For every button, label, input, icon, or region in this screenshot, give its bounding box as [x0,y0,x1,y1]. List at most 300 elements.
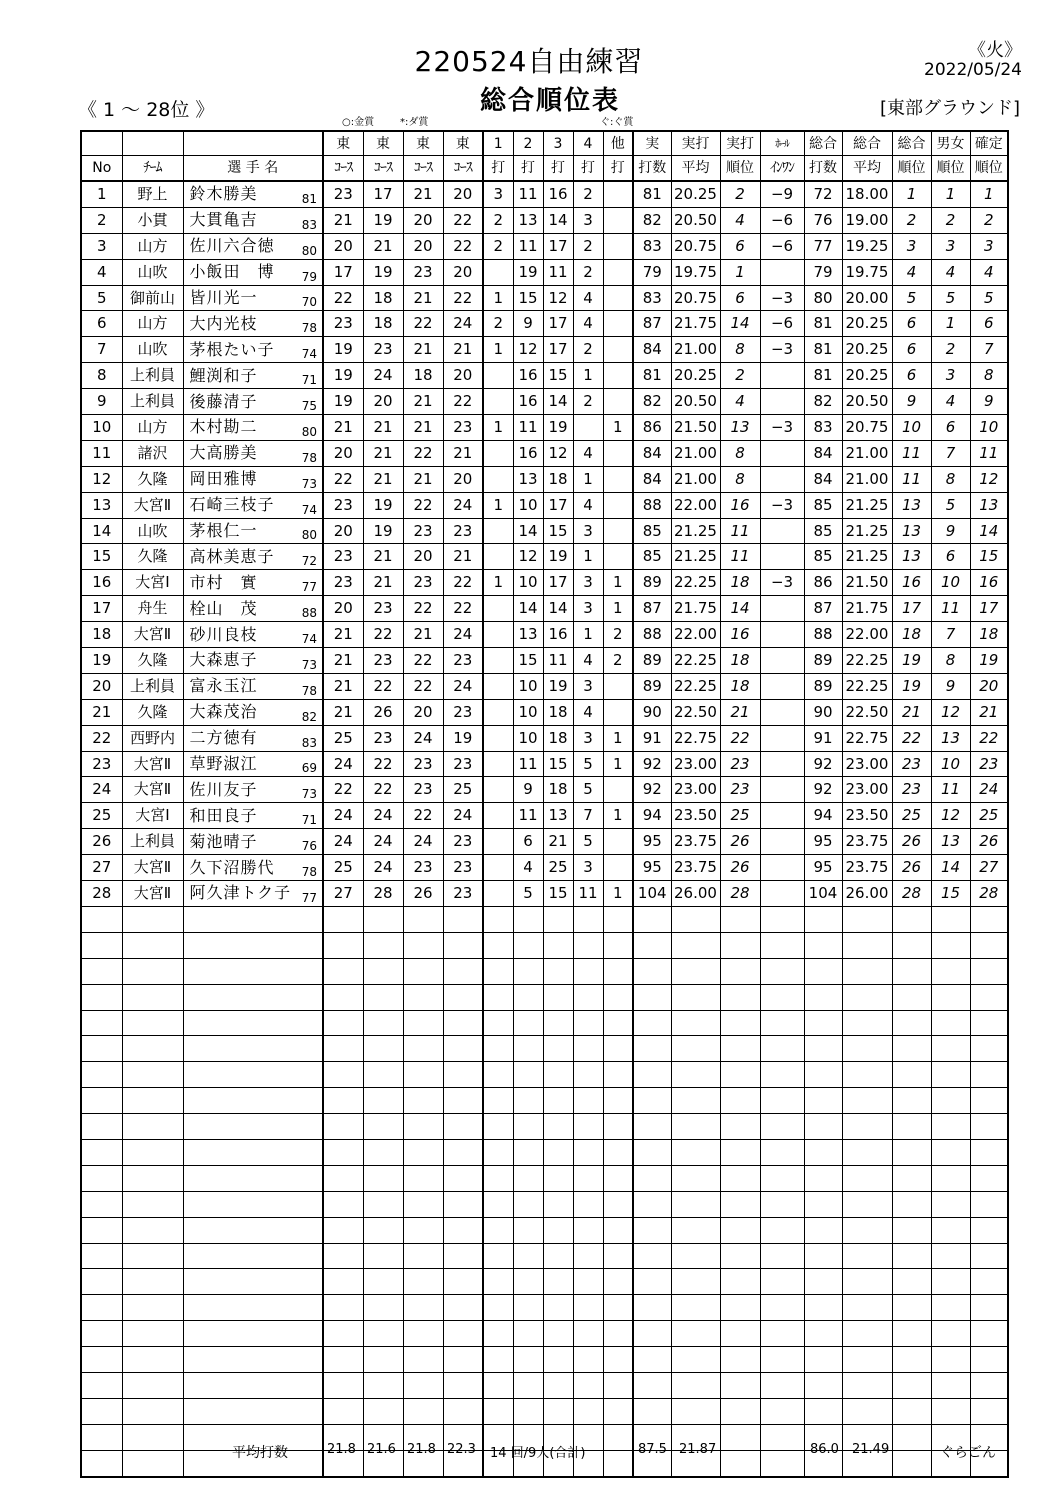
cell-hole-in-one [760,544,804,570]
empty-cell [804,1398,842,1424]
cell-hole-in1 [483,440,513,466]
cell-course4: 23 [443,881,483,907]
cell-hole-in3: 12 [543,285,573,311]
empty-cell [513,1114,543,1140]
cell-player-name [183,751,323,777]
footer-tavg-avg: 21.49 [852,1442,890,1457]
empty-cell [443,1217,483,1243]
cell-gender-rank: 13 [931,725,970,751]
cell-total-score: 92 [804,751,842,777]
cell-course2: 21 [363,570,403,596]
cell-hole-in4: 1 [573,544,603,570]
empty-cell [760,1010,804,1036]
cell-total-score: 94 [804,803,842,829]
empty-cell [573,1347,603,1373]
header-course4-top: 東 [443,131,483,156]
footer-score-avg: 87.5 [638,1442,667,1457]
cell-score-rank: 25 [720,803,760,829]
empty-cell [671,1036,720,1062]
empty-cell [970,1062,1008,1088]
cell-no: 7 [81,337,122,363]
empty-cell [122,1139,183,1165]
empty-cell [603,932,633,958]
cell-total-rank: 11 [892,466,931,492]
cell-score-rank: 8 [720,337,760,363]
empty-cell [122,1036,183,1062]
player-age: 70 [301,295,317,310]
player-name-text: 高林美恵子 [189,546,275,566]
empty-cell [323,1062,363,1088]
empty-cell [804,1269,842,1295]
cell-total-avg: 21.50 [842,570,892,596]
cell-course2: 21 [363,544,403,570]
player-name-text: 砂川良枝 [189,624,258,644]
cell-score-rank: 2 [720,181,760,207]
header-total-rank-bottom: 順位 [892,156,931,182]
cell-total-score: 89 [804,648,842,674]
cell-hole-other: 1 [603,596,633,622]
empty-cell [363,1372,403,1398]
empty-cell [671,1217,720,1243]
cell-total-score: 89 [804,673,842,699]
empty-cell [633,1165,671,1191]
footer-course4-avg: 22.3 [447,1442,476,1457]
cell-no: 14 [81,518,122,544]
empty-cell [842,958,892,984]
header-course2-top: 東 [363,131,403,156]
empty-cell [513,1036,543,1062]
empty-cell [720,1036,760,1062]
table-row [81,233,1008,259]
cell-score-avg: 21.75 [671,311,720,337]
empty-cell [892,1191,931,1217]
cell-score-rank: 18 [720,648,760,674]
empty-cell [363,932,403,958]
cell-hole-in1 [483,673,513,699]
empty-cell [970,906,1008,932]
table-row [81,881,1008,907]
footer-total-avg: 86.0 [810,1442,839,1457]
cell-score-avg: 19.75 [671,259,720,285]
cell-team: 舟生 [122,596,183,622]
cell-final-rank: 21 [970,699,1008,725]
cell-course4: 23 [443,829,483,855]
empty-cell [483,1088,513,1114]
cell-score: 90 [633,699,671,725]
header-hole-in4-top: 4 [573,131,603,156]
empty-cell [842,1010,892,1036]
cell-hole-in-one [760,648,804,674]
cell-course2: 21 [363,233,403,259]
cell-team: 久隆 [122,699,183,725]
cell-total-avg: 22.50 [842,699,892,725]
empty-cell [81,932,122,958]
empty-cell [842,1321,892,1347]
cell-total-rank: 6 [892,363,931,389]
cell-total-score: 81 [804,311,842,337]
empty-cell [81,1191,122,1217]
player-name-text: 鯉渕和子 [189,365,258,385]
empty-cell [443,958,483,984]
empty-cell [122,1372,183,1398]
empty-cell [183,1139,323,1165]
cell-hole-in-one [760,829,804,855]
cell-score-avg: 20.25 [671,181,720,207]
cell-score: 83 [633,285,671,311]
empty-cell [931,958,970,984]
empty-cell [363,1062,403,1088]
cell-player-name [183,803,323,829]
cell-hole-in3: 14 [543,596,573,622]
cell-total-rank: 28 [892,881,931,907]
cell-course2: 17 [363,181,403,207]
empty-cell [403,1191,443,1217]
empty-cell [892,1036,931,1062]
player-name-text: 大内光枝 [189,313,258,333]
empty-cell [122,1165,183,1191]
cell-score-avg: 21.00 [671,440,720,466]
cell-course1: 23 [323,492,363,518]
cell-total-avg: 19.00 [842,207,892,233]
empty-cell [892,1450,931,1476]
cell-no: 4 [81,259,122,285]
cell-hole-in-one [760,622,804,648]
empty-cell [323,1347,363,1373]
cell-hole-in3: 13 [543,803,573,829]
cell-hole-in4: 4 [573,311,603,337]
empty-cell [633,1217,671,1243]
cell-hole-in1 [483,829,513,855]
cell-hole-in1: 2 [483,311,513,337]
empty-cell [720,1114,760,1140]
empty-cell [483,1347,513,1373]
cell-score: 89 [633,673,671,699]
cell-total-rank: 2 [892,207,931,233]
cell-course1: 24 [323,803,363,829]
empty-cell [603,984,633,1010]
player-age: 83 [301,217,317,232]
cell-course1: 21 [323,673,363,699]
cell-hole-other: 1 [603,415,633,441]
empty-cell [970,1139,1008,1165]
cell-hole-in3: 19 [543,673,573,699]
cell-score-rank: 21 [720,699,760,725]
empty-cell [363,958,403,984]
cell-total-avg: 20.25 [842,363,892,389]
cell-score-rank: 28 [720,881,760,907]
player-age: 77 [301,580,317,595]
cell-team: 野上 [122,181,183,207]
cell-score-avg: 23.75 [671,855,720,881]
header-hole-in4-bottom: 打 [573,156,603,182]
player-name-text: 鈴木勝美 [189,184,258,204]
empty-cell [760,1088,804,1114]
cell-course3: 21 [403,389,443,415]
empty-cell [363,1217,403,1243]
cell-total-avg: 20.00 [842,285,892,311]
cell-score: 81 [633,181,671,207]
page-title: 220524自由練習 [414,45,644,78]
cell-total-avg: 22.00 [842,622,892,648]
cell-hole-other [603,363,633,389]
empty-cell [892,1062,931,1088]
cell-score: 84 [633,466,671,492]
empty-cell [513,1165,543,1191]
cell-total-score: 81 [804,337,842,363]
cell-course1: 19 [323,389,363,415]
header-hole-in2-bottom: 打 [513,156,543,182]
cell-score-avg: 22.25 [671,648,720,674]
empty-cell [671,1347,720,1373]
cell-course3: 22 [403,311,443,337]
empty-cell [403,1372,443,1398]
empty-cell [483,1243,513,1269]
cell-team: 上利員 [122,829,183,855]
cell-total-avg: 22.75 [842,725,892,751]
empty-cell [573,1295,603,1321]
empty-cell [760,906,804,932]
cell-player-name [183,181,323,207]
header-score-avg-top: 実打 [671,131,720,156]
cell-hole-in4: 2 [573,259,603,285]
cell-team: 山方 [122,415,183,441]
player-age: 78 [301,865,317,880]
cell-hole-other [603,207,633,233]
cell-score-avg: 22.75 [671,725,720,751]
empty-cell [842,1372,892,1398]
cell-hole-in1 [483,518,513,544]
cell-hole-in3: 15 [543,881,573,907]
empty-cell [403,958,443,984]
cell-course3: 22 [403,673,443,699]
cell-final-rank: 5 [970,285,1008,311]
empty-cell [633,1295,671,1321]
player-age: 78 [301,450,317,465]
cell-score: 95 [633,855,671,881]
empty-cell [122,1191,183,1217]
cell-score: 81 [633,363,671,389]
cell-total-rank: 9 [892,389,931,415]
empty-cell [720,1191,760,1217]
cell-total-avg: 20.50 [842,389,892,415]
empty-cell [443,1191,483,1217]
cell-total-avg: 23.75 [842,855,892,881]
cell-hole-in1 [483,596,513,622]
cell-score-avg: 23.00 [671,751,720,777]
cell-course4: 22 [443,285,483,311]
cell-hole-in2: 5 [513,881,543,907]
header-hole-in3-bottom: 打 [543,156,573,182]
empty-cell [363,1269,403,1295]
cell-no: 21 [81,699,122,725]
table-row [81,1347,1008,1373]
cell-hole-in-one [760,803,804,829]
cell-hole-other [603,855,633,881]
empty-cell [892,1321,931,1347]
cell-score-rank: 4 [720,389,760,415]
cell-gender-rank: 14 [931,855,970,881]
cell-hole-other: 1 [603,881,633,907]
cell-score-rank: 1 [720,259,760,285]
empty-cell [931,906,970,932]
empty-cell [970,958,1008,984]
empty-cell [603,1347,633,1373]
cell-final-rank: 16 [970,570,1008,596]
cell-hole-in1: 2 [483,233,513,259]
cell-score-avg: 21.25 [671,518,720,544]
cell-course2: 21 [363,440,403,466]
empty-cell [720,906,760,932]
cell-hole-in2: 15 [513,285,543,311]
empty-cell [513,1372,543,1398]
cell-hole-in4: 2 [573,389,603,415]
cell-hole-in4: 2 [573,337,603,363]
empty-cell [183,1295,323,1321]
cell-course1: 23 [323,544,363,570]
cell-hole-other [603,466,633,492]
cell-total-rank: 22 [892,725,931,751]
table-row [81,673,1008,699]
cell-hole-in-one: −3 [760,492,804,518]
cell-course4: 20 [443,181,483,207]
cell-score-avg: 22.00 [671,492,720,518]
cell-hole-in4: 5 [573,829,603,855]
cell-total-rank: 13 [892,544,931,570]
cell-score-avg: 21.75 [671,596,720,622]
empty-cell [183,984,323,1010]
cell-hole-in-one [760,259,804,285]
cell-hole-in3: 18 [543,725,573,751]
cell-hole-in1 [483,544,513,570]
cell-course4: 23 [443,648,483,674]
empty-cell [931,1062,970,1088]
empty-cell [603,1217,633,1243]
cell-total-score: 88 [804,622,842,648]
empty-cell [323,1372,363,1398]
empty-cell [81,1295,122,1321]
header-final-rank-bottom: 順位 [970,156,1008,182]
cell-hole-in3: 18 [543,777,573,803]
table-row [81,570,1008,596]
cell-total-rank: 17 [892,596,931,622]
cell-course4: 24 [443,673,483,699]
cell-hole-in2: 16 [513,440,543,466]
empty-cell [513,1295,543,1321]
cell-score-avg: 20.25 [671,363,720,389]
cell-hole-in-one: −3 [760,285,804,311]
cell-hole-in2: 10 [513,673,543,699]
cell-score: 87 [633,596,671,622]
empty-cell [760,1424,804,1450]
header-total-score-bottom: 打数 [804,156,842,182]
cell-hole-other [603,181,633,207]
empty-cell [403,1114,443,1140]
player-age: 74 [301,502,317,517]
empty-cell [970,1398,1008,1424]
player-name-text: 久下沼勝代 [189,857,275,877]
table-row [81,1269,1008,1295]
player-name-text: 小飯田 博 [189,262,275,282]
cell-score: 87 [633,311,671,337]
cell-total-score: 84 [804,440,842,466]
cell-course2: 22 [363,751,403,777]
empty-cell [403,1347,443,1373]
cell-gender-rank: 8 [931,466,970,492]
table-row [81,1191,1008,1217]
cell-score-rank: 18 [720,570,760,596]
empty-cell [183,932,323,958]
empty-cell [760,1398,804,1424]
player-name-text: 大森恵子 [189,650,258,670]
table-row [81,648,1008,674]
empty-cell [970,1269,1008,1295]
cell-hole-in-one [760,596,804,622]
cell-player-name [183,648,323,674]
empty-cell [443,1295,483,1321]
cell-course1: 19 [323,363,363,389]
weekday-label: 《火》 [968,40,1022,61]
cell-gender-rank: 5 [931,285,970,311]
cell-total-rank: 13 [892,492,931,518]
cell-score: 82 [633,389,671,415]
cell-hole-in-one [760,751,804,777]
cell-total-avg: 21.25 [842,492,892,518]
empty-cell [931,1321,970,1347]
empty-cell [842,932,892,958]
empty-cell [804,1217,842,1243]
cell-course3: 21 [403,466,443,492]
empty-cell [81,1398,122,1424]
empty-cell [323,1036,363,1062]
empty-cell [122,1243,183,1269]
cell-score: 84 [633,440,671,466]
cell-hole-in2: 14 [513,518,543,544]
cell-gender-rank: 4 [931,259,970,285]
empty-cell [720,984,760,1010]
cell-score-avg: 20.50 [671,207,720,233]
cell-total-avg: 21.00 [842,466,892,492]
empty-cell [720,1347,760,1373]
table-row [81,466,1008,492]
cell-gender-rank: 5 [931,492,970,518]
cell-score-rank: 23 [720,777,760,803]
cell-hole-in4: 3 [573,596,603,622]
header-total-avg-bottom: 平均 [842,156,892,182]
empty-cell [633,1321,671,1347]
empty-cell [573,1062,603,1088]
empty-cell [403,1269,443,1295]
cell-course4: 20 [443,466,483,492]
cell-hole-in3: 11 [543,259,573,285]
cell-hole-in-one: −3 [760,337,804,363]
cell-hole-in3: 15 [543,751,573,777]
empty-cell [183,1114,323,1140]
player-age: 80 [301,243,317,258]
cell-final-rank: 8 [970,363,1008,389]
cell-course3: 21 [403,415,443,441]
cell-hole-in2: 16 [513,363,543,389]
empty-cell [760,1295,804,1321]
header-hole-in1-bottom: 打 [483,156,513,182]
header-course3-bottom: ｺｰｽ [403,156,443,182]
empty-cell [543,932,573,958]
empty-cell [842,1269,892,1295]
cell-score: 88 [633,492,671,518]
cell-score-rank: 8 [720,440,760,466]
empty-cell [483,1217,513,1243]
legend-gu: ぐ:ぐ賞 [600,117,634,128]
cell-course1: 20 [323,596,363,622]
